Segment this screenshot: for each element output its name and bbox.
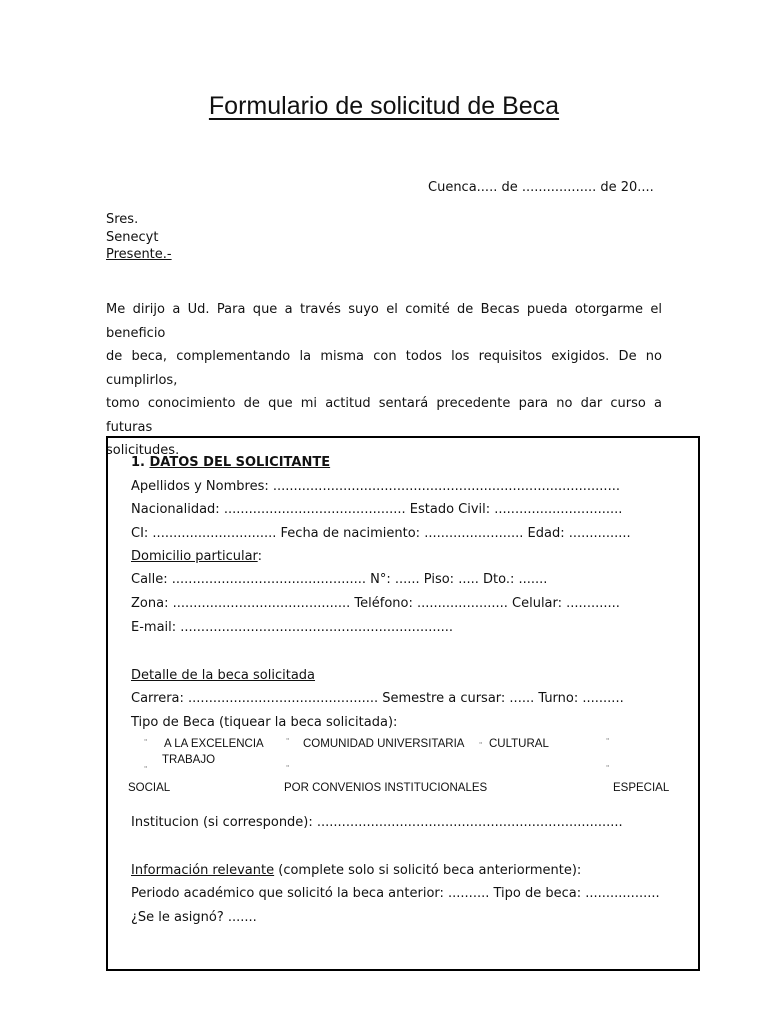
option-cultural: CULTURAL <box>489 738 549 750</box>
comunidad-checkbox[interactable]: " <box>286 737 290 745</box>
excelencia-checkbox[interactable]: " <box>144 738 148 746</box>
option-convenios: POR CONVENIOS INSTITUCIONALES <box>284 782 488 794</box>
social-checkbox[interactable]: " <box>144 765 148 773</box>
convenios-checkbox[interactable]: " <box>286 764 290 772</box>
section-heading <box>131 454 330 471</box>
info-label: Información relevante <box>131 863 275 878</box>
especial-checkbox[interactable]: " <box>606 764 610 772</box>
domicilio-colon: : <box>257 549 263 564</box>
periodo-field[interactable]: Periodo académico que solicitó la beca anterior: .......... Tipo de beca: .................. <box>131 886 660 901</box>
option-comunidad: COMUNIDAD UNIVERSITARIA <box>303 738 465 750</box>
intro-line: solicitudes. <box>106 443 180 458</box>
addressee-line-3: Presente.- <box>106 247 172 262</box>
applicant-form-box <box>106 436 700 971</box>
page-title: Formulario de solicitud de Beca <box>208 92 560 120</box>
calle-field[interactable]: Calle: ............................................... N°: ...... Piso: ..... Dto.: ....... <box>131 572 548 587</box>
date-line: Cuenca..... de .................. de 20.... <box>428 180 654 195</box>
option-trabajo: TRABAJO <box>162 754 216 766</box>
intro-line: tomo conocimiento de que mi actitud sentará precedente para no dar curso a futuras <box>106 396 662 435</box>
intro-line: de beca, complementando la misma con todos los requisitos exigidos. De no cumplirlos, <box>106 349 662 388</box>
cultural-checkbox[interactable]: " <box>479 741 483 749</box>
info-heading <box>131 862 581 879</box>
trabajo-checkbox[interactable]: " <box>606 737 610 745</box>
section-title: DATOS DEL SOLICITANTE <box>149 455 331 470</box>
option-especial: ESPECIAL <box>613 782 670 794</box>
asigno-field[interactable]: ¿Se le asignó? ....... <box>131 910 257 925</box>
addressee-line-1: Sres. <box>106 212 139 227</box>
section-number: 1. <box>131 455 145 470</box>
carrera-field[interactable]: Carrera: .............................................. Semestre a cursar: ...... Turno: .......... <box>131 691 624 706</box>
zona-field[interactable]: Zona: ........................................... Teléfono: ...................... Celular: ............. <box>131 596 620 611</box>
institucion-field[interactable]: Institucion (si corresponde): .......................................................................... <box>131 815 623 830</box>
detalle-heading: Detalle de la beca solicitada <box>131 668 316 683</box>
ci-field[interactable]: CI: .............................. Fecha de nacimiento: ........................ Edad: ............... <box>131 526 631 541</box>
domicilio-heading <box>131 548 262 565</box>
option-social: SOCIAL <box>128 782 171 794</box>
apellidos-field[interactable]: Apellidos y Nombres: .................................................................................... <box>131 479 620 494</box>
option-excelencia: A LA EXCELENCIA <box>164 738 264 750</box>
email-field[interactable]: E-mail: .................................................................. <box>131 620 454 635</box>
nacionalidad-field[interactable]: Nacionalidad: ............................................ Estado Civil: ............................... <box>131 502 623 517</box>
domicilio-label: Domicilio particular <box>131 549 258 564</box>
info-note: (complete solo si solicitó beca anteriormente): <box>274 863 582 878</box>
intro-line: Me dirijo a Ud. Para que a través suyo el comité de Becas pueda otorgarme el beneficio <box>106 302 662 341</box>
tipo-beca-label: Tipo de Beca (tiquear la beca solicitada): <box>131 715 398 730</box>
addressee-line-2: Senecyt <box>106 230 159 245</box>
